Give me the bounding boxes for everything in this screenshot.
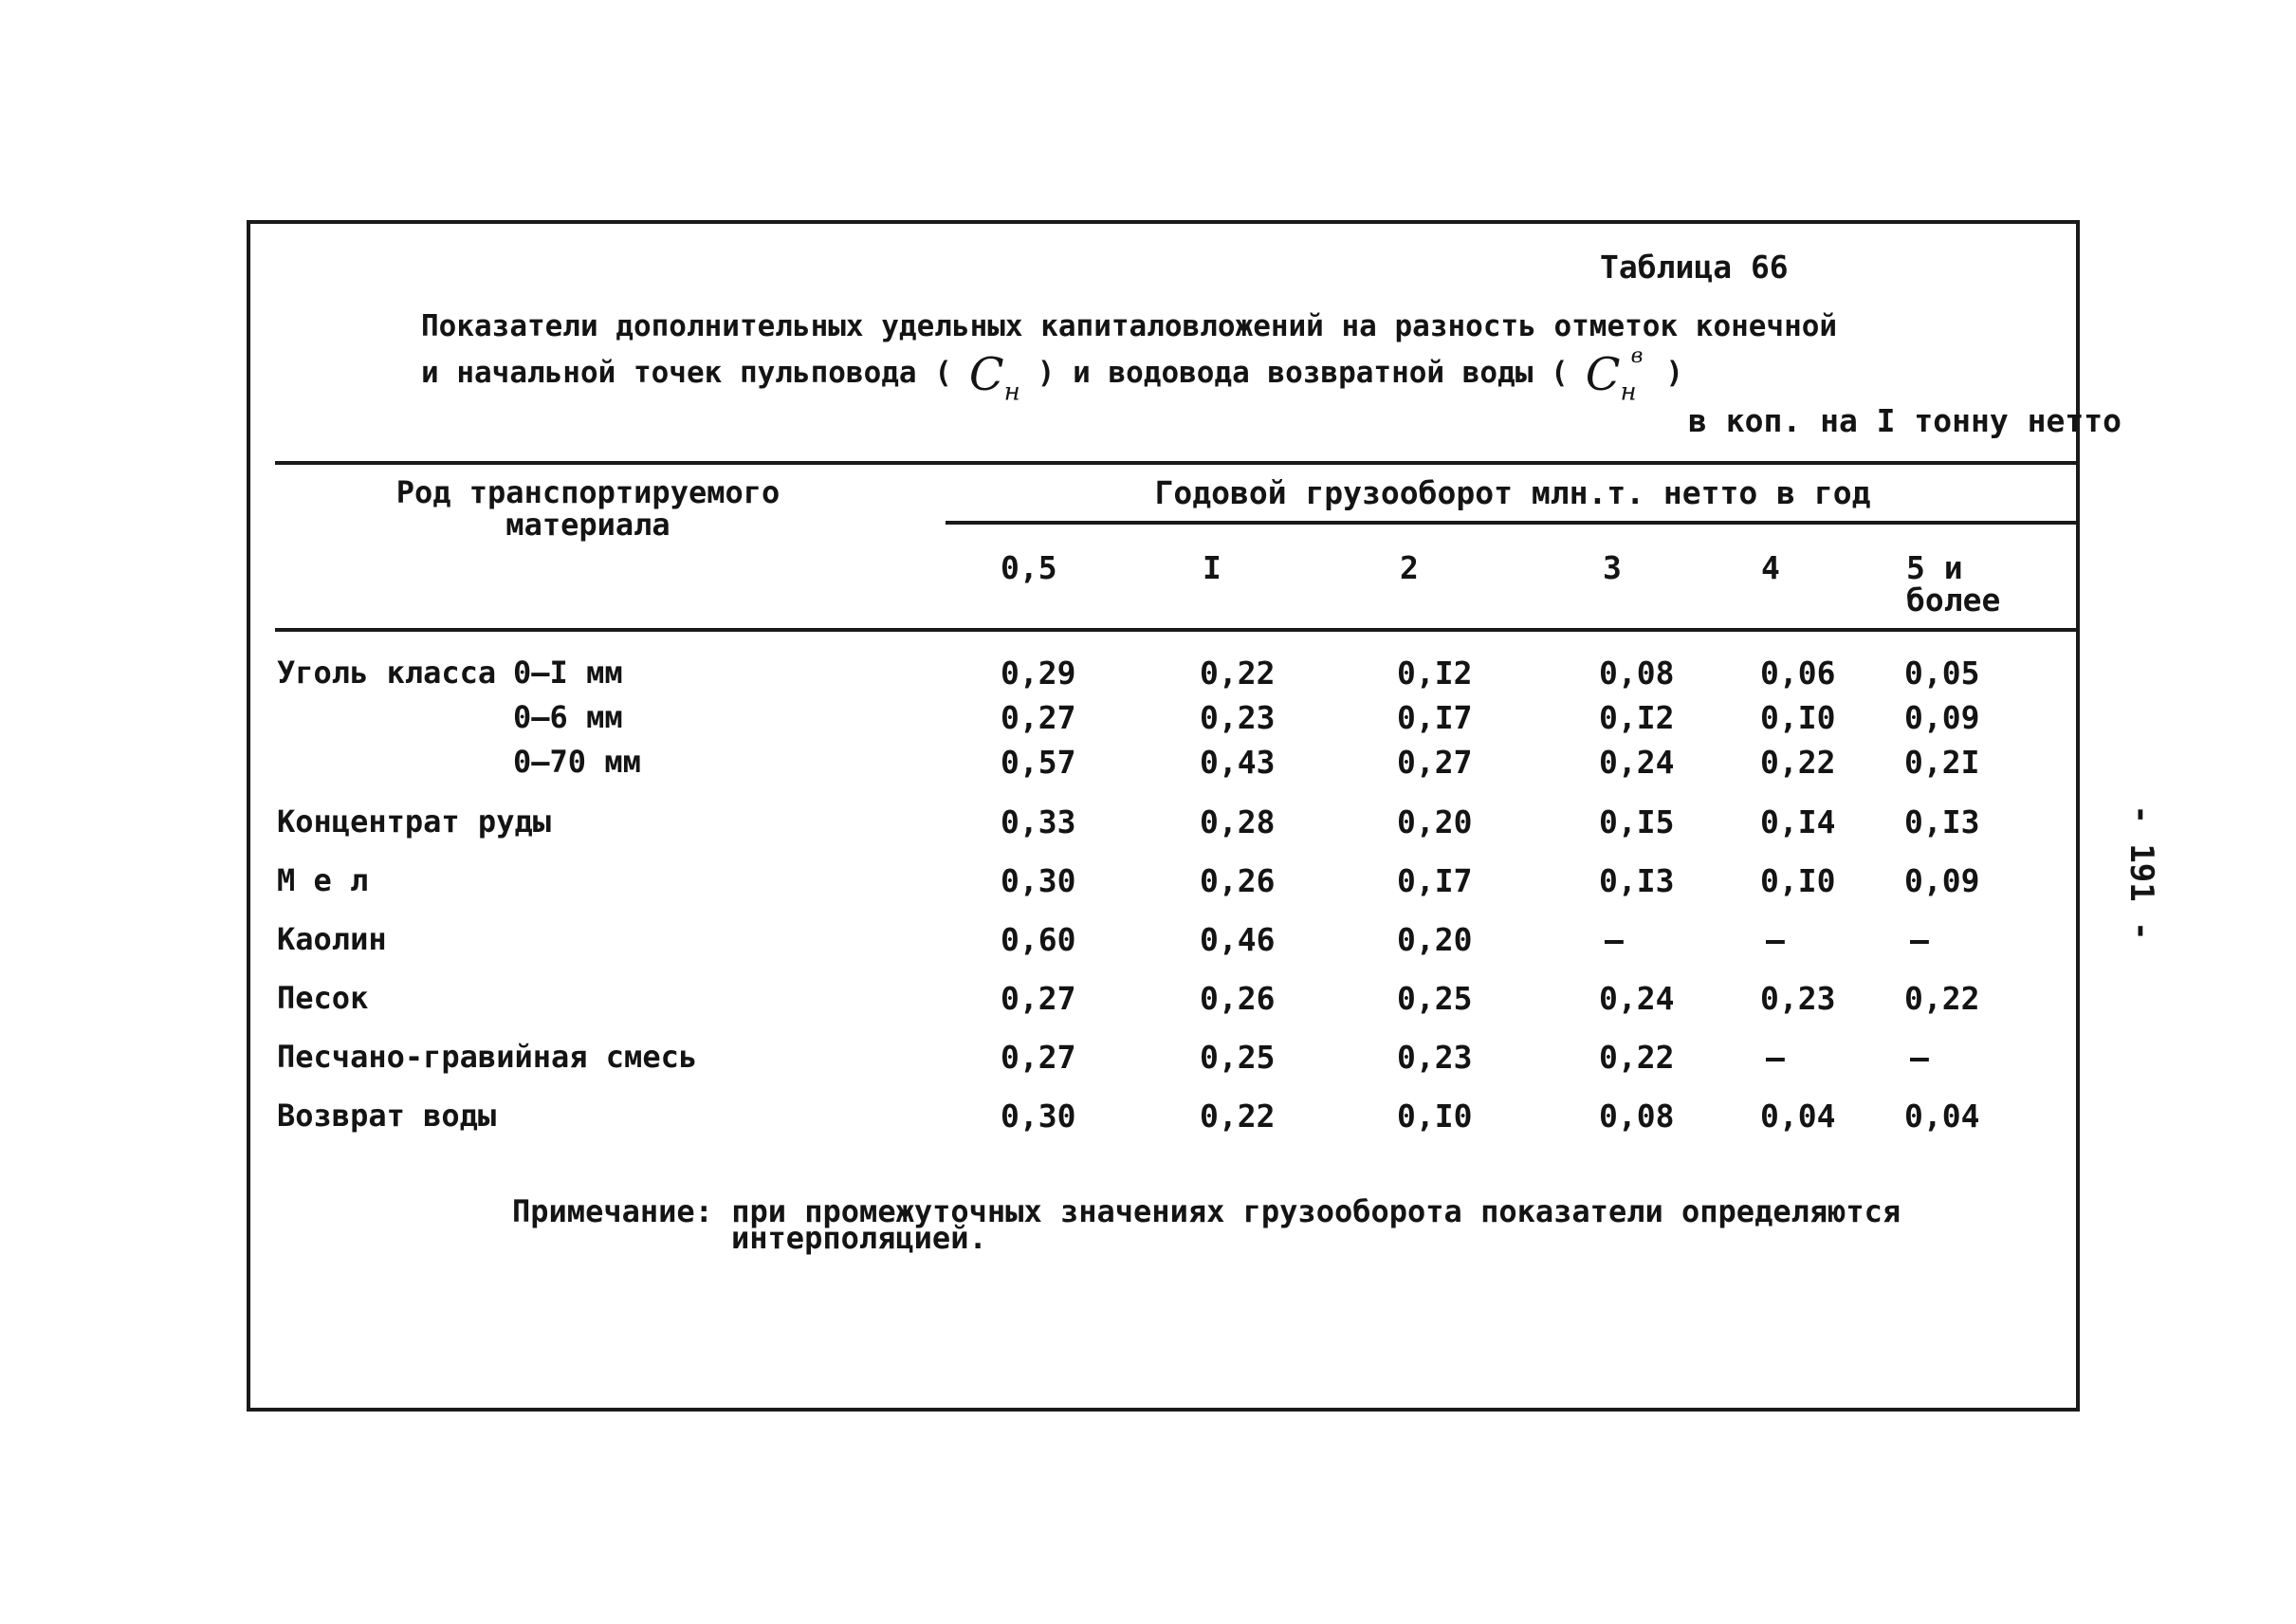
table-cell: 0,06 [1760, 655, 1836, 692]
header-material: Род транспортируемого материала [395, 474, 781, 543]
row-label: М е л [277, 862, 369, 898]
table-cell: 0,04 [1760, 1098, 1836, 1135]
row-label: Концентрат руды [277, 803, 551, 840]
table-cell: 0,26 [1200, 980, 1276, 1017]
row-label: Уголь класса [277, 655, 497, 691]
table-cell: 0,28 [1200, 803, 1276, 840]
table-cell: 0,22 [1904, 980, 1980, 1017]
table-cell: 0,08 [1599, 1098, 1675, 1135]
column-header: 0,5 [1001, 549, 1057, 586]
row-label: Возврат воды [277, 1098, 497, 1134]
note-line-1: при промежуточных значениях грузооборота показатели определяются [731, 1193, 1901, 1229]
table-cell: 0,20 [1397, 803, 1473, 840]
header-turnover: Годовой грузооборот млн.т. нетто в год [1154, 474, 1871, 511]
table-cell: 0,60 [1001, 921, 1076, 958]
note-prefix: Примечание: [512, 1193, 713, 1229]
table-cell: 0,30 [1001, 1098, 1076, 1135]
table-cell: 0,09 [1904, 699, 1980, 736]
table-cell: 0,22 [1200, 655, 1276, 692]
table-cell: 0,I3 [1904, 803, 1980, 840]
title-line-2-part-a: и начальной точек пульповода ( [421, 356, 952, 390]
table-cell: 0,23 [1397, 1039, 1473, 1076]
table-cell: 0,I0 [1760, 862, 1836, 899]
column-header: 5 и более [1906, 549, 2001, 618]
table-title [421, 309, 1901, 407]
table-cell: – [1910, 921, 1929, 958]
table-cell: 0,08 [1599, 655, 1675, 692]
table-cell: 0,24 [1599, 744, 1675, 781]
column-header: I [1203, 549, 1221, 586]
title-line-2-part-b: ) и водовода возвратной воды ( [1037, 356, 1569, 390]
table-cell: 0,30 [1001, 862, 1076, 899]
note-line-2: интерполяцией. [731, 1220, 987, 1256]
table-cell: 0,I3 [1599, 862, 1675, 899]
table-cell: 0,24 [1599, 980, 1675, 1017]
row-sublabel: 0–70 мм [513, 744, 641, 780]
pulp-symbol: $C_н$ [968, 348, 1020, 407]
column-header: 2 [1400, 549, 1419, 586]
header-bottom-rule [275, 628, 2080, 632]
table-cell: 0,27 [1397, 744, 1473, 781]
table-cell: 0,23 [1200, 699, 1276, 736]
table-cell: – [1766, 1039, 1785, 1076]
table-cell: 0,27 [1001, 980, 1076, 1017]
table-note [512, 1193, 1901, 1256]
table-cell: 0,22 [1599, 1039, 1675, 1076]
table-cell: 0,22 [1760, 744, 1836, 781]
table-cell: 0,27 [1001, 699, 1076, 736]
title-line-1: Показатели дополнительных удельных капиталовложений на разность отметок конечной [421, 309, 1838, 343]
table-cell: – [1766, 921, 1785, 958]
table-cell: 0,I0 [1397, 1098, 1473, 1135]
table-cell: 0,27 [1001, 1039, 1076, 1076]
table-cell: 0,I5 [1599, 803, 1675, 840]
table-cell: 0,I4 [1760, 803, 1836, 840]
table-cell: 0,09 [1904, 862, 1980, 899]
row-sublabel: 0–6 мм [513, 699, 623, 735]
table-cell: 0,2I [1904, 744, 1980, 781]
table-cell: 0,I7 [1397, 699, 1473, 736]
row-label: Песок [277, 980, 369, 1016]
table-cell: 0,I2 [1397, 655, 1473, 692]
table-cell: 0,43 [1200, 744, 1276, 781]
table-cell: – [1605, 921, 1624, 958]
table-cell: 0,25 [1397, 980, 1473, 1017]
row-label: Каолин [277, 921, 387, 957]
title-line-2 [421, 343, 1901, 407]
title-line-2-part-c: ) [1665, 356, 1684, 390]
table-cell: 0,26 [1200, 862, 1276, 899]
table-cell: 0,23 [1760, 980, 1836, 1017]
column-header: 3 [1603, 549, 1622, 586]
header-group-rule [946, 521, 2080, 525]
table-cell: 0,I0 [1760, 699, 1836, 736]
table-caption: Таблица 66 [1600, 249, 1789, 286]
table-cell: 0,46 [1200, 921, 1276, 958]
column-header: 4 [1761, 549, 1780, 586]
table-cell: 0,I7 [1397, 862, 1473, 899]
page-number: - 191 - [2122, 804, 2160, 941]
water-symbol: $C_н^в$ [1585, 344, 1644, 407]
table-cell: 0,20 [1397, 921, 1473, 958]
table-cell: 0,25 [1200, 1039, 1276, 1076]
header-top-rule [275, 461, 2080, 465]
units-note: в коп. на I тонну нетто [1688, 402, 2122, 439]
table-cell: 0,29 [1001, 655, 1076, 692]
table-cell: 0,05 [1904, 655, 1980, 692]
table-cell: 0,04 [1904, 1098, 1980, 1135]
row-label: Песчано-гравийная смесь [277, 1039, 698, 1075]
table-cell: 0,57 [1001, 744, 1076, 781]
table-cell: – [1910, 1039, 1929, 1076]
table-cell: 0,I2 [1599, 699, 1675, 736]
table-cell: 0,22 [1200, 1098, 1276, 1135]
row-sublabel: 0–I мм [513, 655, 623, 691]
table-cell: 0,33 [1001, 803, 1076, 840]
